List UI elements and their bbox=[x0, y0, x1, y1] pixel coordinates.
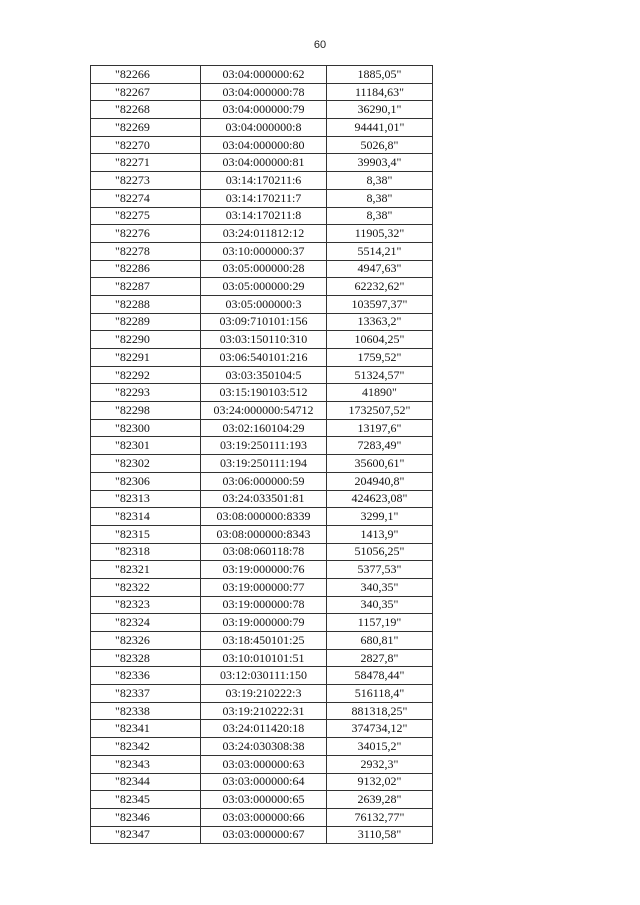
value-cell: 7283,49" bbox=[327, 437, 433, 455]
value-cell: 2932,3" bbox=[327, 755, 433, 773]
value-cell: 516118,4" bbox=[327, 685, 433, 703]
table-row bbox=[91, 472, 433, 490]
value-cell: 1885,05" bbox=[327, 66, 433, 84]
table-row bbox=[91, 172, 433, 190]
value-cell: 35600,61" bbox=[327, 455, 433, 473]
table-row bbox=[91, 331, 433, 349]
cadastral-number-cell: 03:24:033501:81 bbox=[201, 490, 327, 508]
record-id-cell: "82286 bbox=[91, 260, 201, 278]
cadastral-number-cell: 03:10:000000:37 bbox=[201, 242, 327, 260]
table-row bbox=[91, 720, 433, 738]
cadastral-number-cell: 03:08:060118:78 bbox=[201, 543, 327, 561]
value-cell: 94441,01" bbox=[327, 119, 433, 137]
record-id-cell: "82336 bbox=[91, 667, 201, 685]
table-row bbox=[91, 437, 433, 455]
table-row bbox=[91, 596, 433, 614]
value-cell: 8,38" bbox=[327, 207, 433, 225]
value-cell: 1157,19" bbox=[327, 614, 433, 632]
cadastral-number-cell: 03:05:000000:28 bbox=[201, 260, 327, 278]
cadastral-number-cell: 03:04:000000:78 bbox=[201, 83, 327, 101]
record-id-cell: "82318 bbox=[91, 543, 201, 561]
record-id-cell: "82343 bbox=[91, 755, 201, 773]
table-row bbox=[91, 295, 433, 313]
value-cell: 34015,2" bbox=[327, 738, 433, 756]
record-id-cell: "82347 bbox=[91, 826, 201, 844]
cadastral-number-cell: 03:08:000000:8339 bbox=[201, 508, 327, 526]
table-row bbox=[91, 649, 433, 667]
record-id-cell: "82291 bbox=[91, 349, 201, 367]
record-id-cell: "82293 bbox=[91, 384, 201, 402]
value-cell: 8,38" bbox=[327, 189, 433, 207]
table-row bbox=[91, 490, 433, 508]
record-id-cell: "82315 bbox=[91, 525, 201, 543]
value-cell: 3110,58" bbox=[327, 826, 433, 844]
value-cell: 13363,2" bbox=[327, 313, 433, 331]
record-id-cell: "82298 bbox=[91, 402, 201, 420]
table-row bbox=[91, 207, 433, 225]
value-cell: 8,38" bbox=[327, 172, 433, 190]
record-id-cell: "82324 bbox=[91, 614, 201, 632]
value-cell: 58478,44" bbox=[327, 667, 433, 685]
value-cell: 680,81" bbox=[327, 632, 433, 650]
record-id-cell: "82292 bbox=[91, 366, 201, 384]
table-row bbox=[91, 136, 433, 154]
table-row bbox=[91, 384, 433, 402]
cadastral-number-cell: 03:24:000000:54712 bbox=[201, 402, 327, 420]
value-cell: 881318,25" bbox=[327, 702, 433, 720]
value-cell: 1759,52" bbox=[327, 349, 433, 367]
cadastral-number-cell: 03:24:030308:38 bbox=[201, 738, 327, 756]
cadastral-number-cell: 03:12:030111:150 bbox=[201, 667, 327, 685]
record-id-cell: "82276 bbox=[91, 225, 201, 243]
table-row bbox=[91, 667, 433, 685]
record-id-cell: "82301 bbox=[91, 437, 201, 455]
cadastral-number-cell: 03:14:170211:7 bbox=[201, 189, 327, 207]
cadastral-number-cell: 03:03:150110:310 bbox=[201, 331, 327, 349]
value-cell: 5377,53" bbox=[327, 561, 433, 579]
record-id-cell: "82322 bbox=[91, 578, 201, 596]
value-cell: 9132,02" bbox=[327, 773, 433, 791]
cadastral-number-cell: 03:06:540101:216 bbox=[201, 349, 327, 367]
table-row bbox=[91, 561, 433, 579]
cadastral-number-cell: 03:03:000000:67 bbox=[201, 826, 327, 844]
record-id-cell: "82289 bbox=[91, 313, 201, 331]
cadastral-number-cell: 03:19:000000:76 bbox=[201, 561, 327, 579]
cadastral-number-cell: 03:05:000000:3 bbox=[201, 295, 327, 313]
value-cell: 5026,8" bbox=[327, 136, 433, 154]
record-id-cell: "82306 bbox=[91, 472, 201, 490]
cadastral-number-cell: 03:02:160104:29 bbox=[201, 419, 327, 437]
record-id-cell: "82323 bbox=[91, 596, 201, 614]
table-row bbox=[91, 755, 433, 773]
record-id-cell: "82337 bbox=[91, 685, 201, 703]
value-cell: 340,35" bbox=[327, 578, 433, 596]
page-number: 60 bbox=[313, 39, 327, 51]
table-row bbox=[91, 738, 433, 756]
record-id-cell: "82321 bbox=[91, 561, 201, 579]
table-row bbox=[91, 685, 433, 703]
table-row bbox=[91, 614, 433, 632]
cadastral-number-cell: 03:03:350104:5 bbox=[201, 366, 327, 384]
table-row bbox=[91, 419, 433, 437]
record-id-cell: "82288 bbox=[91, 295, 201, 313]
cadastral-number-cell: 03:04:000000:80 bbox=[201, 136, 327, 154]
table-row bbox=[91, 455, 433, 473]
record-id-cell: "82341 bbox=[91, 720, 201, 738]
cadastral-number-cell: 03:24:011812:12 bbox=[201, 225, 327, 243]
cadastral-number-cell: 03:04:000000:81 bbox=[201, 154, 327, 172]
record-id-cell: "82300 bbox=[91, 419, 201, 437]
cadastral-number-cell: 03:04:000000:79 bbox=[201, 101, 327, 119]
record-id-cell: "82268 bbox=[91, 101, 201, 119]
table-row bbox=[91, 349, 433, 367]
cadastral-number-cell: 03:05:000000:29 bbox=[201, 278, 327, 296]
record-id-cell: "82267 bbox=[91, 83, 201, 101]
table-row bbox=[91, 260, 433, 278]
record-id-cell: "82342 bbox=[91, 738, 201, 756]
record-id-cell: "82269 bbox=[91, 119, 201, 137]
table-row bbox=[91, 773, 433, 791]
table-row bbox=[91, 525, 433, 543]
value-cell: 424623,08" bbox=[327, 490, 433, 508]
record-id-cell: "82271 bbox=[91, 154, 201, 172]
table-row bbox=[91, 808, 433, 826]
cadastral-number-cell: 03:10:010101:51 bbox=[201, 649, 327, 667]
cadastral-number-cell: 03:08:000000:8343 bbox=[201, 525, 327, 543]
table-row bbox=[91, 225, 433, 243]
value-cell: 76132,77" bbox=[327, 808, 433, 826]
value-cell: 374734,12" bbox=[327, 720, 433, 738]
cadastral-number-cell: 03:19:000000:77 bbox=[201, 578, 327, 596]
record-id-cell: "82274 bbox=[91, 189, 201, 207]
value-cell: 10604,25" bbox=[327, 331, 433, 349]
record-id-cell: "82326 bbox=[91, 632, 201, 650]
record-id-cell: "82346 bbox=[91, 808, 201, 826]
cadastral-number-cell: 03:19:210222:31 bbox=[201, 702, 327, 720]
value-cell: 11905,32" bbox=[327, 225, 433, 243]
record-id-cell: "82344 bbox=[91, 773, 201, 791]
value-cell: 2827,8" bbox=[327, 649, 433, 667]
table-row bbox=[91, 278, 433, 296]
value-cell: 4947,63" bbox=[327, 260, 433, 278]
table-row bbox=[91, 543, 433, 561]
table-body bbox=[91, 66, 433, 844]
record-id-cell: "82273 bbox=[91, 172, 201, 190]
value-cell: 340,35" bbox=[327, 596, 433, 614]
value-cell: 62232,62" bbox=[327, 278, 433, 296]
record-id-cell: "82302 bbox=[91, 455, 201, 473]
record-id-cell: "82345 bbox=[91, 791, 201, 809]
value-cell: 103597,37" bbox=[327, 295, 433, 313]
cadastral-number-cell: 03:03:000000:65 bbox=[201, 791, 327, 809]
cadastral-number-cell: 03:19:000000:79 bbox=[201, 614, 327, 632]
cadastral-number-cell: 03:19:210222:3 bbox=[201, 685, 327, 703]
value-cell: 11184,63" bbox=[327, 83, 433, 101]
cadastral-number-cell: 03:24:011420:18 bbox=[201, 720, 327, 738]
value-cell: 3299,1" bbox=[327, 508, 433, 526]
cadastral-number-cell: 03:04:000000:8 bbox=[201, 119, 327, 137]
cadastral-number-cell: 03:19:250111:193 bbox=[201, 437, 327, 455]
value-cell: 5514,21" bbox=[327, 242, 433, 260]
cadastral-number-cell: 03:06:000000:59 bbox=[201, 472, 327, 490]
value-cell: 39903,4" bbox=[327, 154, 433, 172]
record-id-cell: "82313 bbox=[91, 490, 201, 508]
cadastral-number-cell: 03:03:000000:63 bbox=[201, 755, 327, 773]
table-row bbox=[91, 66, 433, 84]
value-cell: 2639,28" bbox=[327, 791, 433, 809]
table-row bbox=[91, 826, 433, 844]
cadastral-number-cell: 03:03:000000:64 bbox=[201, 773, 327, 791]
record-id-cell: "82290 bbox=[91, 331, 201, 349]
table-row bbox=[91, 702, 433, 720]
value-cell: 1732507,52" bbox=[327, 402, 433, 420]
table-row bbox=[91, 508, 433, 526]
table-row bbox=[91, 313, 433, 331]
cadastral-number-cell: 03:14:170211:8 bbox=[201, 207, 327, 225]
record-id-cell: "82338 bbox=[91, 702, 201, 720]
cadastral-number-cell: 03:09:710101:156 bbox=[201, 313, 327, 331]
cadastral-number-cell: 03:19:000000:78 bbox=[201, 596, 327, 614]
table-row bbox=[91, 632, 433, 650]
table-row bbox=[91, 83, 433, 101]
cadastral-number-cell: 03:04:000000:62 bbox=[201, 66, 327, 84]
value-cell: 36290,1" bbox=[327, 101, 433, 119]
data-table bbox=[90, 65, 433, 844]
record-id-cell: "82287 bbox=[91, 278, 201, 296]
cadastral-number-cell: 03:03:000000:66 bbox=[201, 808, 327, 826]
table-row bbox=[91, 791, 433, 809]
value-cell: 51324,57" bbox=[327, 366, 433, 384]
cadastral-number-cell: 03:14:170211:6 bbox=[201, 172, 327, 190]
value-cell: 204940,8" bbox=[327, 472, 433, 490]
record-id-cell: "82275 bbox=[91, 207, 201, 225]
record-id-cell: "82314 bbox=[91, 508, 201, 526]
table-row bbox=[91, 119, 433, 137]
table-row bbox=[91, 154, 433, 172]
table-row bbox=[91, 189, 433, 207]
record-id-cell: "82328 bbox=[91, 649, 201, 667]
record-id-cell: "82266 bbox=[91, 66, 201, 84]
value-cell: 13197,6" bbox=[327, 419, 433, 437]
value-cell: 1413,9" bbox=[327, 525, 433, 543]
table-row bbox=[91, 402, 433, 420]
value-cell: 41890" bbox=[327, 384, 433, 402]
cadastral-number-cell: 03:18:450101:25 bbox=[201, 632, 327, 650]
table-row bbox=[91, 578, 433, 596]
table-row bbox=[91, 242, 433, 260]
table-row bbox=[91, 101, 433, 119]
record-id-cell: "82278 bbox=[91, 242, 201, 260]
cadastral-number-cell: 03:15:190103:512 bbox=[201, 384, 327, 402]
value-cell: 51056,25" bbox=[327, 543, 433, 561]
cadastral-number-cell: 03:19:250111:194 bbox=[201, 455, 327, 473]
table-row bbox=[91, 366, 433, 384]
record-id-cell: "82270 bbox=[91, 136, 201, 154]
